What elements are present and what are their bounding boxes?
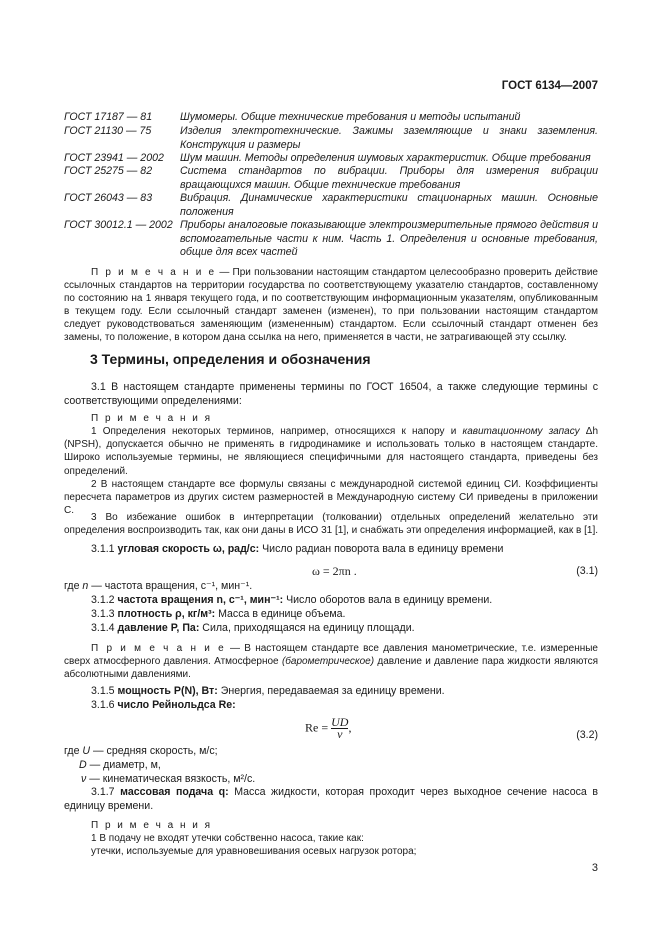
where-text: — кинематическая вязкость, м²/с. — [86, 773, 256, 785]
ref-item — [64, 152, 598, 166]
ref-text: Вибрация. Динамические характеристики стационарных машин. Основные положения — [180, 192, 598, 218]
note-text: Δh (NPSH), допускается обычно не применять в гидродинамике и использовать только в настоящем стандарте. Широко используемые термины, не являющиеся специфичными для настоящего стандарта, приведены без определений. — [64, 426, 598, 477]
note-item: 3 Во избежание ошибок в интерпретации (толковании) отдельных определений желательно эти определения воспроизводить так, как они даны в ИСО 31 [1], и снабжать эти определения информацией, как в [1]. — [64, 512, 599, 537]
term-number: 3.1.6 — [91, 699, 118, 711]
term-definition: Сила, приходящаяся на единицу площади. — [199, 622, 415, 634]
paragraph-3-1: 3.1 В настоящем стандарте применены термины по ГОСТ 16504, а также следующие термины с соответствующими определениями: — [64, 381, 598, 407]
term-name: мощность P(N), Вт: — [117, 685, 218, 697]
where-text: — средняя скорость, м/с; — [90, 745, 218, 757]
fraction-numerator: UD — [331, 715, 349, 729]
term-number: 3.1.1 — [91, 543, 118, 555]
term-name: число Рейнольдса Re: — [117, 699, 236, 711]
term-3-1-1 — [64, 543, 598, 557]
ref-code: ГОСТ 26043 — 83 — [64, 192, 153, 204]
term-name: угловая скорость ω, рад/с: — [117, 543, 260, 555]
ref-item — [64, 111, 598, 125]
term-3-1-3 — [64, 608, 598, 622]
equation-tail: , — [348, 720, 352, 735]
term-3-1-2 — [64, 594, 598, 608]
symbol: ν — [81, 773, 87, 785]
note-italic-term: (барометрическое) — [281, 656, 375, 668]
section-title: 3 Термины, определения и обозначения — [90, 351, 371, 367]
where-word: где — [64, 745, 83, 757]
symbol: D — [79, 759, 87, 771]
note-label: П р и м е ч а н и е — [91, 643, 226, 654]
term-number: 3.1.7 — [91, 786, 121, 798]
term-number: 3.1.3 — [91, 608, 118, 620]
where-clause — [81, 773, 615, 787]
page-header: ГОСТ 6134—2007 — [501, 80, 598, 92]
ref-code: ГОСТ 17187 — 81 — [64, 111, 153, 123]
note-item: 1 В подачу не входят утечки собственно насоса, такие как: — [91, 833, 364, 844]
where-clause — [64, 580, 598, 594]
equation-3-2 — [305, 717, 351, 740]
term-definition: Число радиан поворота вала в единицу времени — [259, 543, 504, 555]
ref-code: ГОСТ 30012.1 — 2002 — [64, 219, 173, 231]
term-definition: Масса жидкости, которая проходит через выходное сечение насоса в единицу времени. — [64, 786, 598, 812]
note-text: — В настоящем стандарте все давления манометрические, т.е. измеренные сверх атмосферного давления. Атмосферное — [64, 643, 598, 668]
term-definition: Число оборотов вала в единицу времени. — [283, 594, 493, 606]
where-clause — [64, 745, 598, 759]
term-number: 3.1.5 — [91, 685, 118, 697]
notes-label: П р и м е ч а н и я — [91, 413, 213, 424]
ref-text: Шум машин. Методы определения шумовых характеристик. Общие требования — [180, 152, 591, 164]
where-text: — диаметр, м, — [86, 759, 161, 771]
ref-item — [64, 219, 598, 260]
term-3-1-5 — [64, 685, 598, 699]
equation-lhs: Re = — [305, 720, 329, 735]
note-item — [64, 425, 598, 478]
equation-number: (3.2) — [576, 729, 598, 741]
note-text: давление и давление пара жидкости являются абсолютными давлениями. — [64, 656, 598, 681]
ref-item — [64, 125, 598, 152]
note-text: 1 Определения некоторых терминов, например, относящихся к напору и — [91, 426, 463, 437]
term-number: 3.1.4 — [91, 622, 118, 634]
equation-number: (3.1) — [576, 565, 598, 577]
ref-text: Изделия электротехнические. Зажимы заземляющие и знаки заземления. Конструкция и размеры — [180, 125, 598, 151]
ref-code: ГОСТ 21130 — 75 — [64, 125, 152, 137]
equation-3-1: ω = 2πn . — [312, 564, 357, 578]
note-text: — При пользовании настоящим стандартом целесообразно проверить действие ссылочных стандартов на территории государства по соответствующему указателю стандартов, составленному по состоянию на 1 января текущего года, и по соответствующим информационным указателям, опубликованным в текущем году. Если ссылочный стандарт заменен (изменен), то при пользовании настоящим стандартом следует руководствоваться заменяющим (измененным) стандартом. Если ссылочный стандарт отменен без замены, то положение, в котором дана ссылка на него, применяется в части, не затрагивающей эту ссылку. — [64, 267, 598, 343]
term-name: частота вращения n, с⁻¹, мин⁻¹: — [117, 594, 284, 606]
ref-text: Приборы аналоговые показывающие электроизмерительные прямого действия и вспомогательные части к ним. Часть 1. Определения и основные требования, общие для всех частей — [180, 219, 598, 258]
note-pressure — [64, 642, 598, 682]
ref-code: ГОСТ 23941 — 2002 — [64, 152, 164, 164]
note-references — [64, 266, 598, 344]
ref-code: ГОСТ 25275 — 82 — [64, 165, 153, 177]
note-label: П р и м е ч а н и е — [91, 267, 217, 278]
note-item: 2 В настоящем стандарте все формулы связаны с международной системой единиц СИ. Коэффициенты пересчета параметров из других систем размерностей в Международную систему СИ приведены в приложении С. — [64, 479, 598, 517]
notes-label: П р и м е ч а н и я — [91, 820, 213, 831]
term-number: 3.1.2 — [91, 594, 118, 606]
symbol: n — [82, 580, 89, 592]
term-name: массовая подача q: — [120, 786, 229, 798]
term-definition: Масса в единице объема. — [215, 608, 346, 620]
note-item: утечки, используемые для уравновешивания осевых нагрузок ротора; — [91, 846, 417, 857]
where-word: где — [64, 580, 83, 592]
term-3-1-4 — [64, 622, 598, 636]
term-3-1-7 — [64, 786, 598, 813]
symbol: U — [82, 745, 91, 757]
where-text: — частота вращения, с⁻¹, мин⁻¹. — [88, 580, 253, 592]
ref-text: Шумомеры. Общие технические требования и методы испытаний — [180, 111, 521, 123]
note-italic-term: кавитационному запасу — [462, 426, 580, 437]
ref-item — [64, 192, 598, 219]
ref-text: Система стандартов по вибрации. Приборы для измерения вибрации вращающихся машин. Общие технические требования — [180, 165, 598, 191]
term-definition: Энергия, передаваемая за единицу времени. — [217, 685, 445, 697]
term-name: давление P, Па: — [117, 622, 200, 634]
page-number: 3 — [591, 862, 598, 874]
term-3-1-6 — [64, 699, 598, 713]
where-clause — [79, 759, 613, 773]
ref-item — [64, 165, 598, 192]
fraction — [331, 717, 348, 740]
fraction-denominator: ν — [337, 727, 343, 741]
term-name: плотность ρ, кг/м³: — [117, 608, 216, 620]
